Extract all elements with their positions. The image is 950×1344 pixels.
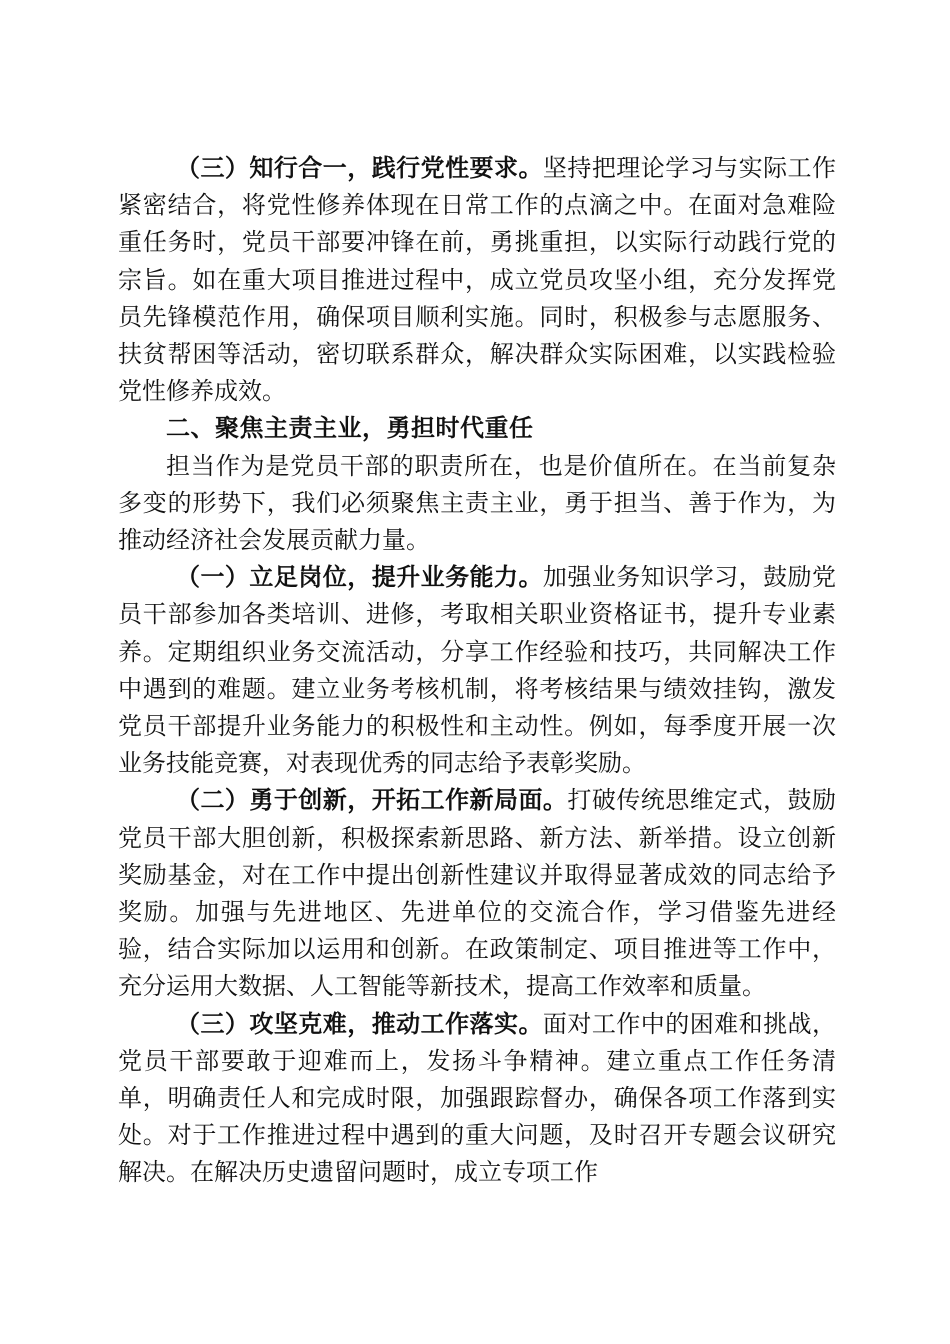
paragraph-subsection-1 xyxy=(118,559,836,782)
document-page xyxy=(118,150,836,1192)
paragraph-body: 坚持把理论学习与实际工作紧密结合，将党性修养体现在日常工作的点滴之中。在面对急难险重任务时，党员干部要冲锋在前，勇挑重担，以实际行动践行党的宗旨。如在重大项目推进过程中，成立党员攻坚小组，充分发挥党员先锋模范作用，确保项目顺利实施。同时，积极参与志愿服务、扶贫帮困等活动，密切联系群众，解决群众实际困难，以实践检验党性修养成效。 xyxy=(118,154,836,406)
paragraph-subsection-2 xyxy=(118,782,836,1005)
paragraph-intro-2: 担当作为是党员干部的职责所在，也是价值所在。在当前复杂多变的形势下，我们必须聚焦主责主业，勇于担当、善于作为，为推动经济社会发展贡献力量。 xyxy=(118,451,836,555)
paragraph-lead: （三）知行合一，践行党性要求。 xyxy=(176,154,543,182)
paragraph-lead: （一）立足岗位，提升业务能力。 xyxy=(176,563,543,592)
paragraph-lead: （二）勇于创新，开拓工作新局面。 xyxy=(176,786,568,815)
paragraph-body: 加强业务知识学习，鼓励党员干部参加各类培训、进修，考取相关职业资格证书，提升专业素养。定期组织业务交流活动，分享工作经验和技巧，共同解决工作中遇到的难题。建立业务考核机制，将考核结果与绩效挂钩，激发党员干部提升业务能力的积极性和主动性。例如，每季度开展一次业务技能竞赛，对表现优秀的同志给予表彰奖励。 xyxy=(118,563,836,778)
paragraph-section-3 xyxy=(118,150,836,410)
paragraph-body: 打破传统思维定式，鼓励党员干部大胆创新，积极探索新思路、新方法、新举措。设立创新奖励基金，对在工作中提出创新性建议并取得显著成效的同志给予奖励。加强与先进地区、先进单位的交流合作，学习借鉴先进经验，结合实际加以运用和创新。在政策制定、项目推进等工作中，充分运用大数据、人工智能等新技术，提高工作效率和质量。 xyxy=(118,786,837,1001)
paragraph-subsection-3 xyxy=(118,1006,836,1192)
section-heading-2: 二、聚焦主责主业，勇担时代重任 xyxy=(166,414,534,443)
paragraph-lead: （三）攻坚克难，推动工作落实。 xyxy=(176,1009,543,1038)
paragraph-body: 面对工作中的困难和挑战，党员干部要敢于迎难而上，发扬斗争精神。建立重点工作任务清单，明确责任人和完成时限，加强跟踪督办，确保各项工作落到实处。对于工作推进过程中遇到的重大问题，及时召开专题会议研究解决。在解决历史遗留问题时，成立专项工作 xyxy=(118,1009,836,1187)
